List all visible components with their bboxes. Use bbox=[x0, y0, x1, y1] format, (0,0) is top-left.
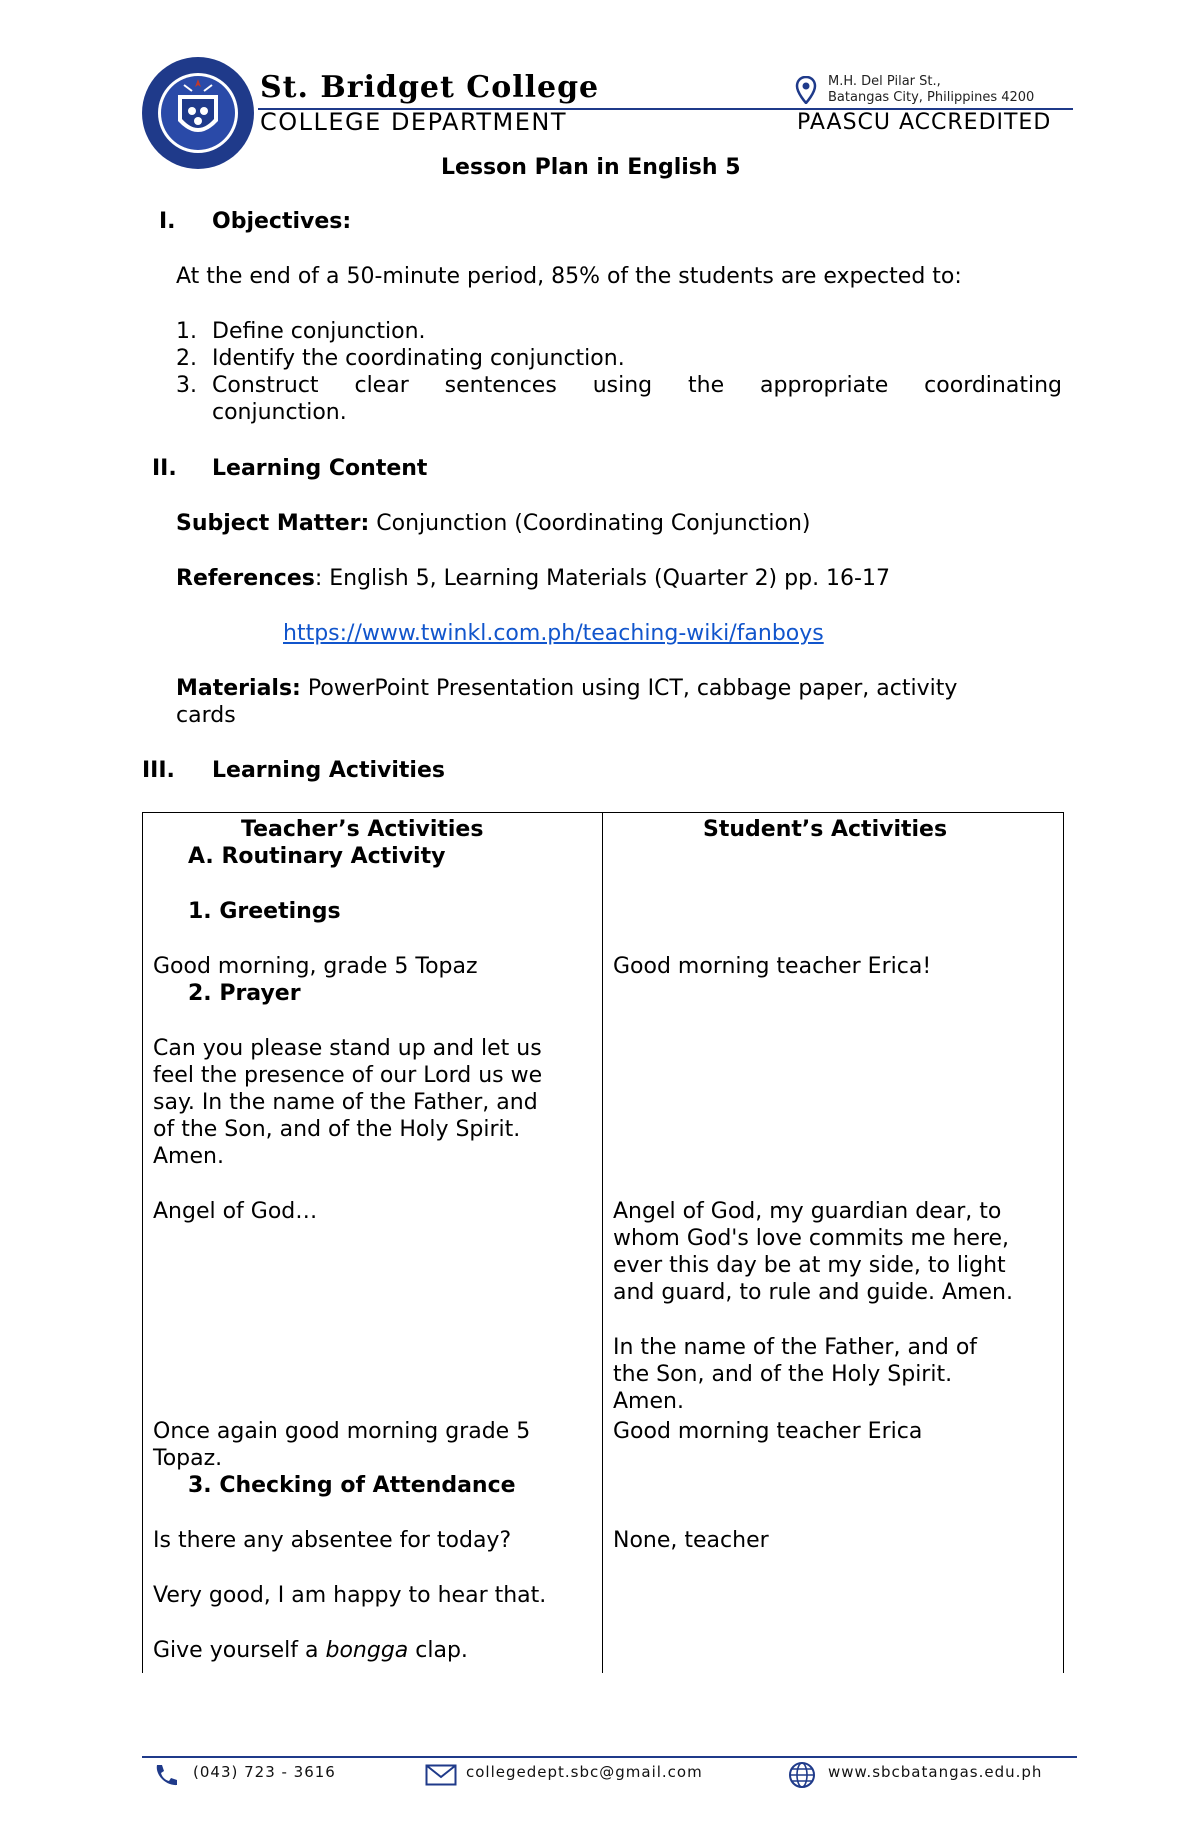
address-line-2: Batangas City, Philippines 4200 bbox=[828, 90, 1035, 105]
clap-emphasis: bongga bbox=[325, 1638, 409, 1663]
teacher-angel-of-god: Angel of God… bbox=[153, 1199, 318, 1224]
footer-website: www.sbcbatangas.edu.ph bbox=[828, 1763, 1043, 1781]
teacher-prayer-line-1: Can you please stand up and let us bbox=[153, 1036, 542, 1061]
clap-suffix: clap. bbox=[408, 1638, 468, 1663]
teacher-greeting: Good morning, grade 5 Topaz bbox=[153, 954, 478, 979]
college-name: St. Bridget College bbox=[260, 70, 600, 105]
objective-item-2: Identify the coordinating conjunction. bbox=[212, 346, 625, 371]
teacher-again-line-2: Topaz. bbox=[153, 1446, 223, 1471]
page-title: Lesson Plan in English 5 bbox=[441, 155, 741, 180]
teacher-very-good: Very good, I am happy to hear that. bbox=[153, 1583, 547, 1608]
teacher-clap bbox=[153, 1637, 468, 1664]
references bbox=[176, 565, 890, 592]
greetings-heading: 1. Greetings bbox=[188, 899, 341, 924]
objectives-heading: Objectives: bbox=[212, 209, 352, 234]
student-name-line-1: In the name of the Father, and of bbox=[613, 1335, 978, 1360]
objective-number-1: 1. bbox=[176, 319, 197, 344]
email-icon bbox=[425, 1764, 457, 1786]
college-department: COLLEGE DEPARTMENT bbox=[260, 108, 568, 136]
references-label: References bbox=[176, 566, 315, 591]
subject-matter-value: Conjunction (Coordinating Conjunction) bbox=[369, 511, 811, 536]
objective-item-3-line-1: Construct clear sentences using the appropriate coordinating bbox=[212, 373, 1062, 398]
college-seal-logo bbox=[140, 55, 256, 171]
content-numeral: II. bbox=[152, 456, 177, 481]
objective-number-2: 2. bbox=[176, 346, 197, 371]
activities-numeral: III. bbox=[142, 758, 175, 783]
materials-value: PowerPoint Presentation using ICT, cabbage paper, activity bbox=[300, 676, 958, 701]
materials-label: Materials: bbox=[176, 676, 301, 701]
footer-email: collegedept.sbc@gmail.com bbox=[466, 1763, 703, 1781]
college-address bbox=[828, 74, 1034, 106]
student-absentee-answer: None, teacher bbox=[613, 1528, 769, 1553]
objectives-intro: At the end of a 50-minute period, 85% of the students are expected to: bbox=[176, 264, 962, 289]
subject-matter bbox=[176, 510, 811, 537]
teacher-prayer-line-3: say. In the name of the Father, and bbox=[153, 1090, 538, 1115]
objective-item-3-line-2: conjunction. bbox=[212, 400, 347, 425]
teacher-prayer-line-5: Amen. bbox=[153, 1144, 224, 1169]
references-value: : English 5, Learning Materials (Quarter 2) pp. 16-17 bbox=[314, 566, 890, 591]
prayer-heading: 2. Prayer bbox=[188, 981, 301, 1006]
student-greeting: Good morning teacher Erica! bbox=[613, 954, 932, 979]
location-pin-icon bbox=[795, 76, 817, 104]
address-line-1: M.H. Del Pilar St., bbox=[828, 74, 941, 89]
teacher-activities-header: Teacher’s Activities bbox=[241, 817, 484, 842]
student-name-line-3: Amen. bbox=[613, 1389, 684, 1414]
footer-divider bbox=[142, 1756, 1077, 1758]
globe-icon bbox=[788, 1761, 816, 1789]
attendance-heading: 3. Checking of Attendance bbox=[188, 1473, 516, 1498]
activities-table bbox=[142, 812, 1064, 1673]
teacher-again-line-1: Once again good morning grade 5 bbox=[153, 1419, 531, 1444]
clap-prefix: Give yourself a bbox=[153, 1638, 326, 1663]
teacher-absentee-question: Is there any absentee for today? bbox=[153, 1528, 512, 1553]
subject-matter-label: Subject Matter: bbox=[176, 511, 370, 536]
student-angel-line-1: Angel of God, my guardian dear, to bbox=[613, 1199, 1002, 1224]
activities-heading: Learning Activities bbox=[212, 758, 445, 783]
content-heading: Learning Content bbox=[212, 456, 428, 481]
routinary-activity-heading: A. Routinary Activity bbox=[188, 844, 446, 869]
student-name-line-2: the Son, and of the Holy Spirit. bbox=[613, 1362, 953, 1387]
materials-continued: cards bbox=[176, 703, 236, 728]
reference-link[interactable]: https://www.twinkl.com.ph/teaching-wiki/fanboys bbox=[283, 621, 824, 646]
student-activities-header: Student’s Activities bbox=[703, 817, 948, 842]
student-angel-line-2: whom God's love commits me here, bbox=[613, 1226, 1010, 1251]
accreditation-label: PAASCU ACCREDITED bbox=[797, 110, 1052, 135]
teacher-prayer-line-2: feel the presence of our Lord us we bbox=[153, 1063, 543, 1088]
teacher-prayer-line-4: of the Son, and of the Holy Spirit. bbox=[153, 1117, 521, 1142]
footer-phone: (043) 723 - 3616 bbox=[193, 1763, 336, 1781]
phone-icon bbox=[152, 1763, 178, 1787]
student-again: Good morning teacher Erica bbox=[613, 1419, 923, 1444]
objectives-numeral: I. bbox=[159, 209, 176, 234]
materials bbox=[176, 675, 957, 702]
student-angel-line-4: and guard, to rule and guide. Amen. bbox=[613, 1280, 1013, 1305]
objective-number-3: 3. bbox=[176, 373, 197, 398]
objective-item-1: Define conjunction. bbox=[212, 319, 426, 344]
table-column-divider bbox=[602, 813, 603, 1673]
student-angel-line-3: ever this day be at my side, to light bbox=[613, 1253, 1006, 1278]
